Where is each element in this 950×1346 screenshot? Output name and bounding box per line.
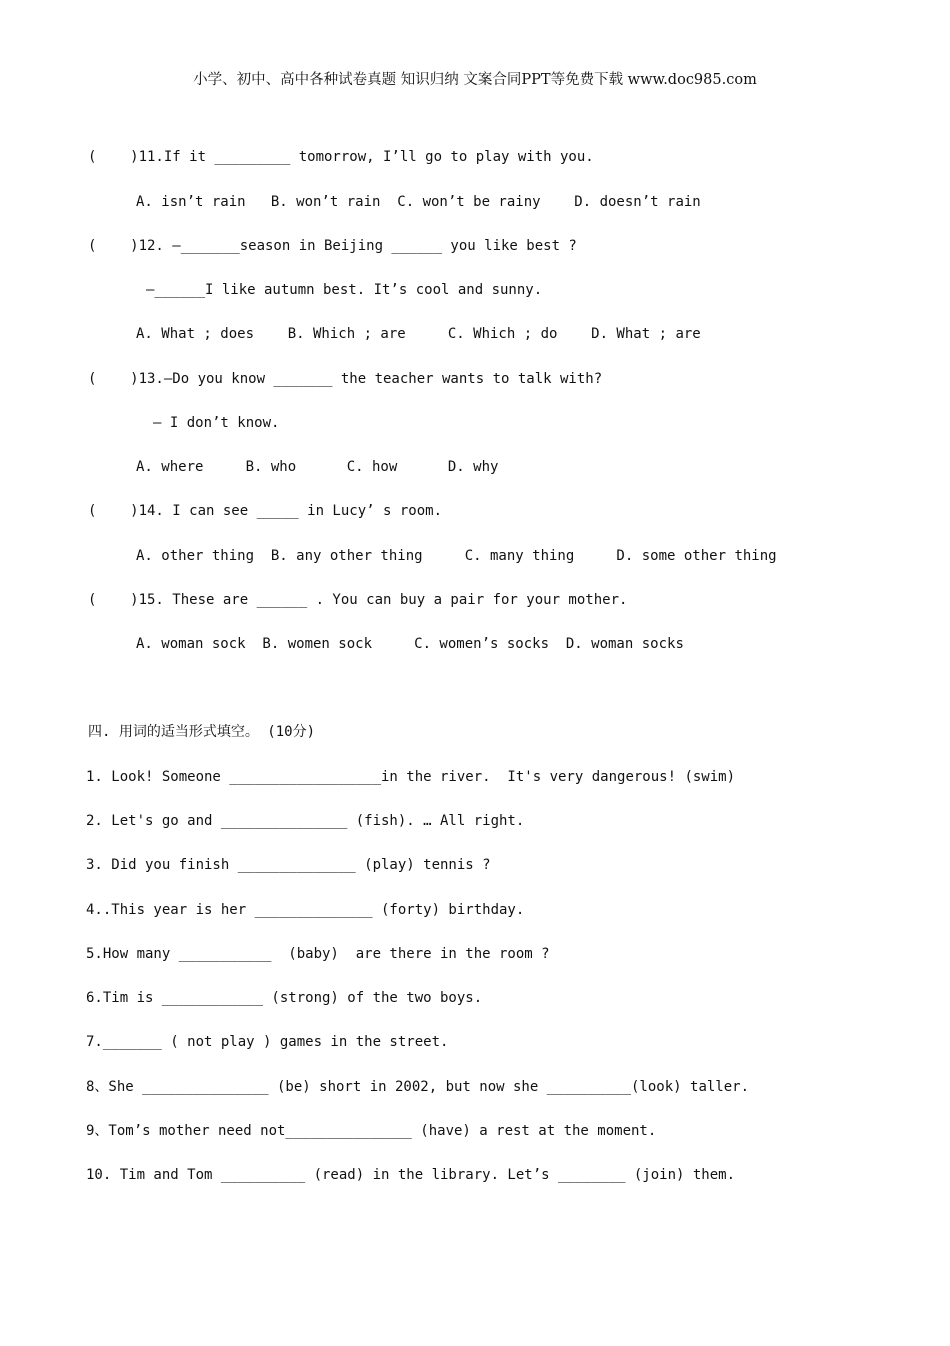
fill-item-4: 4..This year is her ______________ (forty) birthday. [86,902,525,918]
question-13-reply: — I don’t know. [153,415,280,431]
question-11-options: A. isn’t rain B. won’t rain C. won’t be rainy D. doesn’t rain [136,194,701,210]
fill-item-5: 5.How many ___________ (baby) are there in the room ? [86,946,550,962]
question-15-options: A. woman sock B. women sock C. women’s socks D. woman socks [136,636,684,652]
question-12-reply: —______I like autumn best. It’s cool and sunny. [146,282,543,298]
question-12-options: A. What ; does B. Which ; are C. Which ; do D. What ; are [136,326,701,342]
fill-item-2: 2. Let's go and _______________ (fish). … All right. [86,813,525,829]
fill-item-3: 3. Did you finish ______________ (play) tennis ? [86,857,491,873]
question-13-stem: ( )13.—Do you know _______ the teacher wants to talk with? [88,371,603,387]
fill-item-7: 7._______ ( not play ) games in the street. [86,1034,449,1050]
question-12-stem: ( )12. —_______season in Beijing ______ you like best ? [88,238,577,254]
question-13-options: A. where B. who C. how D. why [136,459,499,475]
section-4-title: 四. 用词的适当形式填空。 (10分) [88,724,316,740]
question-15-stem: ( )15. These are ______ . You can buy a pair for your mother. [88,592,628,608]
question-14-stem: ( )14. I can see _____ in Lucy’ s room. [88,503,443,519]
page-header: 小学、初中、高中各种试卷真题 知识归纳 文案合同PPT等免费下载 www.doc985.com [193,72,757,88]
fill-item-9: 9、Tom’s mother need not_______________ (have) a rest at the moment. [86,1123,657,1139]
question-11-stem: ( )11.If it _________ tomorrow, I’ll go to play with you. [88,149,594,165]
fill-item-8: 8、She _______________ (be) short in 2002, but now she __________(look) taller. [86,1079,750,1095]
question-14-options: A. other thing B. any other thing C. many thing D. some other thing [136,548,777,564]
fill-item-6: 6.Tim is ____________ (strong) of the two boys. [86,990,483,1006]
fill-item-10: 10. Tim and Tom __________ (read) in the library. Let’s ________ (join) them. [86,1167,736,1183]
fill-item-1: 1. Look! Someone __________________in the river. It's very dangerous! (swim) [86,769,736,785]
